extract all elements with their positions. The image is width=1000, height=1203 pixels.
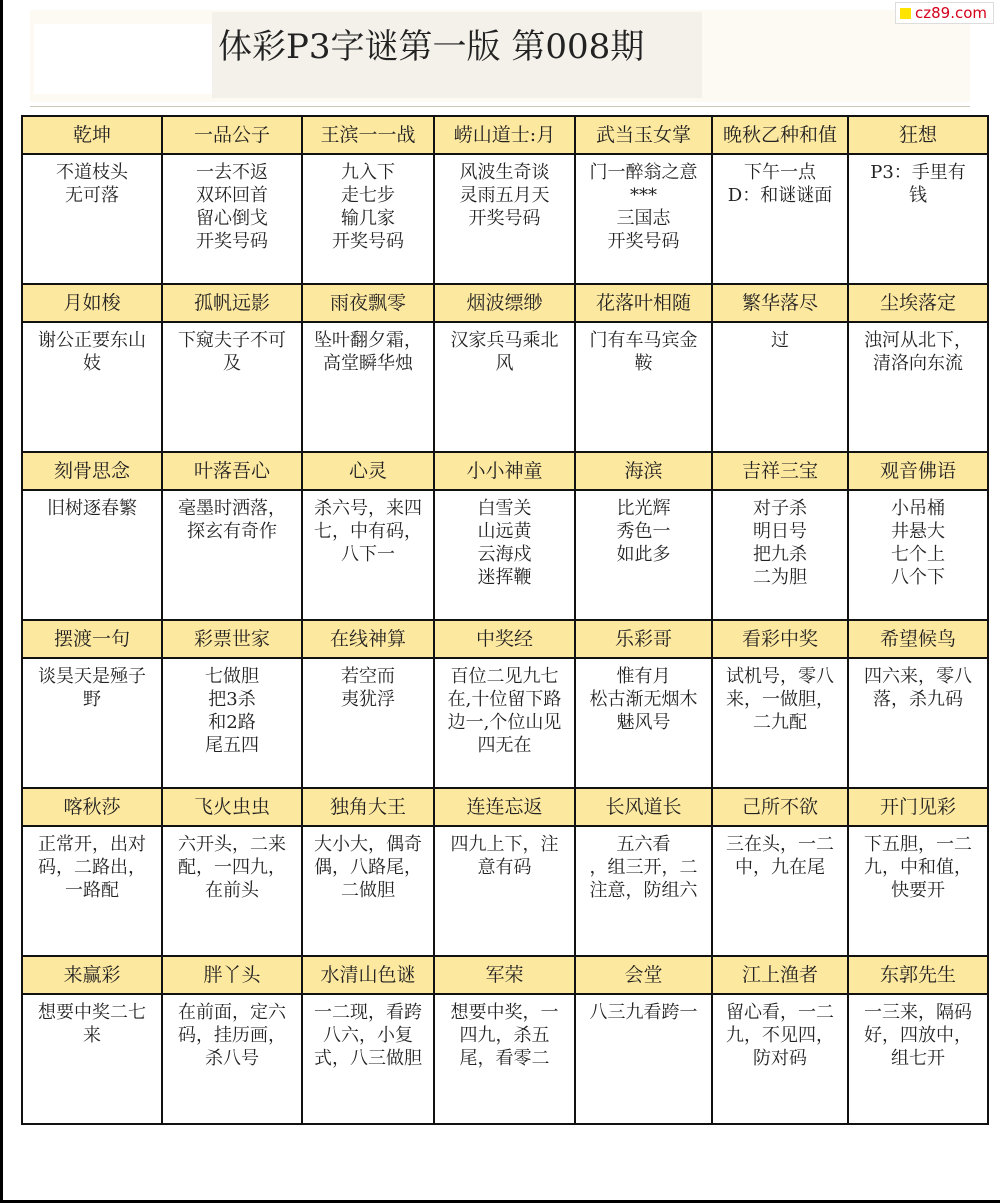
riddle-text: 百位二见九七 在,十位留下路 边一,个位山见 四无在 [447, 666, 562, 756]
riddle-cell [434, 826, 575, 956]
heading-row [22, 116, 988, 154]
riddle-heading: 叶落吾心 [162, 452, 302, 490]
riddle-heading: 乐彩哥 [575, 620, 712, 658]
riddle-cell [712, 658, 848, 788]
riddle-cell [712, 826, 848, 956]
riddle-text: 正常开，出对 码，二路出， 一路配 [38, 834, 146, 901]
riddle-heading: 己所不欲 [712, 788, 848, 826]
riddle-cell [575, 658, 712, 788]
riddle-heading: 繁华落尽 [712, 284, 848, 322]
riddle-text: 若空而 夷犹浮 [341, 666, 395, 710]
riddle-cell [848, 490, 988, 620]
content-row [22, 154, 988, 284]
riddle-heading: 开门见彩 [848, 788, 988, 826]
riddle-text: 汉家兵马乘北 风 [450, 330, 559, 374]
riddle-cell [22, 154, 162, 284]
riddle-cell [434, 322, 575, 452]
riddle-text: 九入下 走七步 输几家 开奖号码 [332, 162, 404, 252]
riddle-cell [712, 154, 848, 284]
riddle-heading: 孤帆远影 [162, 284, 302, 322]
heading-row [22, 788, 988, 826]
left-border [0, 0, 3, 1203]
riddle-cell [848, 154, 988, 284]
content-row [22, 658, 988, 788]
riddle-text: 风波生奇谈 灵雨五月天 开奖号码 [459, 162, 550, 229]
riddle-heading: 尘埃落定 [848, 284, 988, 322]
riddle-heading: 乾坤 [22, 116, 162, 154]
riddle-text: 一三来，隔码 好，四放中， 组七开 [864, 1002, 972, 1069]
riddle-text: 旧树逐春繁 [47, 498, 137, 519]
riddle-text: 下午一点 D：和谜谜面 [727, 162, 833, 206]
riddle-text: 下五胆，一二 九，中和值， 快要开 [864, 834, 972, 901]
riddle-cell [302, 658, 434, 788]
content-row [22, 826, 988, 956]
riddle-cell [162, 322, 302, 452]
riddle-cell [162, 826, 302, 956]
riddle-grid [21, 115, 989, 1125]
content-row [22, 994, 988, 1124]
riddle-heading: 东郭先生 [848, 956, 988, 994]
riddle-text: 惟有月 松古渐无烟木 魅风号 [589, 666, 698, 733]
riddle-cell [302, 154, 434, 284]
riddle-cell [848, 826, 988, 956]
riddle-text: 想要中奖二七 来 [38, 1002, 146, 1046]
riddle-heading: 长风道长 [575, 788, 712, 826]
riddle-heading: 军荣 [434, 956, 575, 994]
riddle-cell [575, 322, 712, 452]
riddle-cell [434, 154, 575, 284]
riddle-text: 杀六号，来四 七，中有码， 八下一 [314, 498, 422, 565]
heading-row [22, 284, 988, 322]
riddle-heading: 吉祥三宝 [712, 452, 848, 490]
riddle-heading: 晚秋乙种和值 [712, 116, 848, 154]
riddle-heading: 来赢彩 [22, 956, 162, 994]
page-title: 体彩P3字谜第一版 第008期 [218, 27, 645, 67]
riddle-heading: 飞火虫虫 [162, 788, 302, 826]
riddle-cell [22, 490, 162, 620]
riddle-heading: 花落叶相随 [575, 284, 712, 322]
riddle-cell [22, 322, 162, 452]
riddle-cell [848, 658, 988, 788]
riddle-cell [162, 490, 302, 620]
riddle-heading: 独角大王 [302, 788, 434, 826]
riddle-heading: 一品公子 [162, 116, 302, 154]
riddle-cell [712, 490, 848, 620]
riddle-heading: 崂山道士:月 [434, 116, 575, 154]
riddle-text: 门一醉翁之意 *** 三国志 开奖号码 [589, 162, 698, 252]
riddle-heading: 武当玉女掌 [575, 116, 712, 154]
riddle-cell [162, 658, 302, 788]
riddle-text: 四六来，零八 落，杀九码 [864, 666, 972, 710]
riddle-cell [434, 490, 575, 620]
riddle-text: 毫墨时洒落， 探玄有奇作 [178, 498, 286, 542]
riddle-cell [302, 826, 434, 956]
riddle-cell [434, 658, 575, 788]
content-row [22, 490, 988, 620]
riddle-cell [22, 826, 162, 956]
riddle-text: 三在头，一二 中，九在尾 [726, 834, 834, 878]
riddle-text: 七做胆 把3杀 和2路 尾五四 [205, 666, 259, 756]
riddle-cell [848, 322, 988, 452]
site-watermark-label: cz89.com [914, 4, 987, 22]
riddle-heading: 摆渡一句 [22, 620, 162, 658]
riddle-text: 留心看，一二 九，不见四， 防对码 [726, 1002, 834, 1069]
riddle-heading: 刻骨思念 [22, 452, 162, 490]
riddle-text: P3：手里有 钱 [870, 162, 966, 206]
riddle-heading: 江上渔者 [712, 956, 848, 994]
riddle-heading: 小小神童 [434, 452, 575, 490]
content-row [22, 322, 988, 452]
riddle-heading: 海滨 [575, 452, 712, 490]
riddle-heading: 胖丫头 [162, 956, 302, 994]
riddle-text: 小吊桶 井悬大 七个上 八个下 [891, 498, 945, 588]
riddle-cell [22, 994, 162, 1124]
riddle-cell [302, 994, 434, 1124]
riddle-text: 一去不返 双环回首 留心倒戈 开奖号码 [196, 162, 268, 252]
square-icon [900, 8, 911, 19]
riddle-heading: 中奖经 [434, 620, 575, 658]
riddle-heading: 雨夜飘零 [302, 284, 434, 322]
riddle-cell [575, 490, 712, 620]
riddle-heading: 烟波缥缈 [434, 284, 575, 322]
riddle-cell [575, 826, 712, 956]
riddle-cell [22, 658, 162, 788]
riddle-heading: 会堂 [575, 956, 712, 994]
riddle-cell [575, 154, 712, 284]
riddle-heading: 在线神算 [302, 620, 434, 658]
riddle-cell [434, 994, 575, 1124]
riddle-text: 坠叶翻夕霜， 高堂瞬华烛 [314, 330, 422, 374]
riddle-text: 比光辉 秀色一 如此多 [616, 498, 671, 565]
riddle-text: 门有车马宾金 鞍 [589, 330, 698, 374]
riddle-text: 试机号，零八 来，一做胆， 二九配 [726, 666, 834, 733]
riddle-heading: 水清山色谜 [302, 956, 434, 994]
heading-row [22, 620, 988, 658]
riddle-cell [712, 994, 848, 1124]
riddle-cell [712, 322, 848, 452]
header-blank-area [34, 24, 212, 94]
riddle-cell [302, 322, 434, 452]
riddle-heading: 心灵 [302, 452, 434, 490]
riddle-heading: 月如梭 [22, 284, 162, 322]
riddle-cell [848, 994, 988, 1124]
header-divider [30, 106, 970, 107]
riddle-text: 大小大，偶奇 偶，八路尾， 二做胆 [314, 834, 422, 901]
riddle-heading: 连连忘返 [434, 788, 575, 826]
riddle-heading: 彩票世家 [162, 620, 302, 658]
riddle-cell [162, 154, 302, 284]
riddle-heading: 看彩中奖 [712, 620, 848, 658]
riddle-text: 一二现，看跨 八六，小复 式，八三做胆 [314, 1002, 422, 1069]
riddle-text: 白雪关 山远黄 云海戍 迷挥鞭 [477, 498, 532, 588]
riddle-text: 在前面，定六 码，挂历画， 杀八号 [178, 1002, 286, 1069]
riddle-text: 下窥夫子不可 及 [178, 330, 286, 374]
riddle-heading: 观音佛语 [848, 452, 988, 490]
riddle-cell [575, 994, 712, 1124]
heading-row [22, 452, 988, 490]
riddle-text: 八三九看跨一 [589, 1002, 698, 1023]
riddle-text: 谈昊天是殛子 野 [38, 666, 146, 710]
riddle-text: 对子杀 明日号 把九杀 二为胆 [753, 498, 807, 588]
riddle-heading: 希望候鸟 [848, 620, 988, 658]
riddle-heading: 喀秋莎 [22, 788, 162, 826]
site-watermark[interactable] [895, 2, 994, 24]
riddle-text: 六开头，二来 配，一四九， 在前头 [178, 834, 286, 901]
riddle-heading: 狂想 [848, 116, 988, 154]
riddle-text: 不道枝头 无可落 [56, 162, 128, 206]
riddle-cell [302, 490, 434, 620]
riddle-text: 浊河从北下， 清洛向东流 [864, 330, 972, 374]
riddle-text: 四九上下，注 意有码 [450, 834, 559, 878]
riddle-heading: 王滨一一战 [302, 116, 434, 154]
riddle-text: 过 [771, 330, 789, 351]
heading-row [22, 956, 988, 994]
riddle-text: 五六看 ，组三开，二 注意，防组六 [589, 834, 698, 901]
riddle-cell [162, 994, 302, 1124]
riddle-text: 谢公正要东山 妓 [38, 330, 146, 374]
riddle-text: 想要中奖，一 四九，杀五 尾，看零二 [450, 1002, 559, 1069]
